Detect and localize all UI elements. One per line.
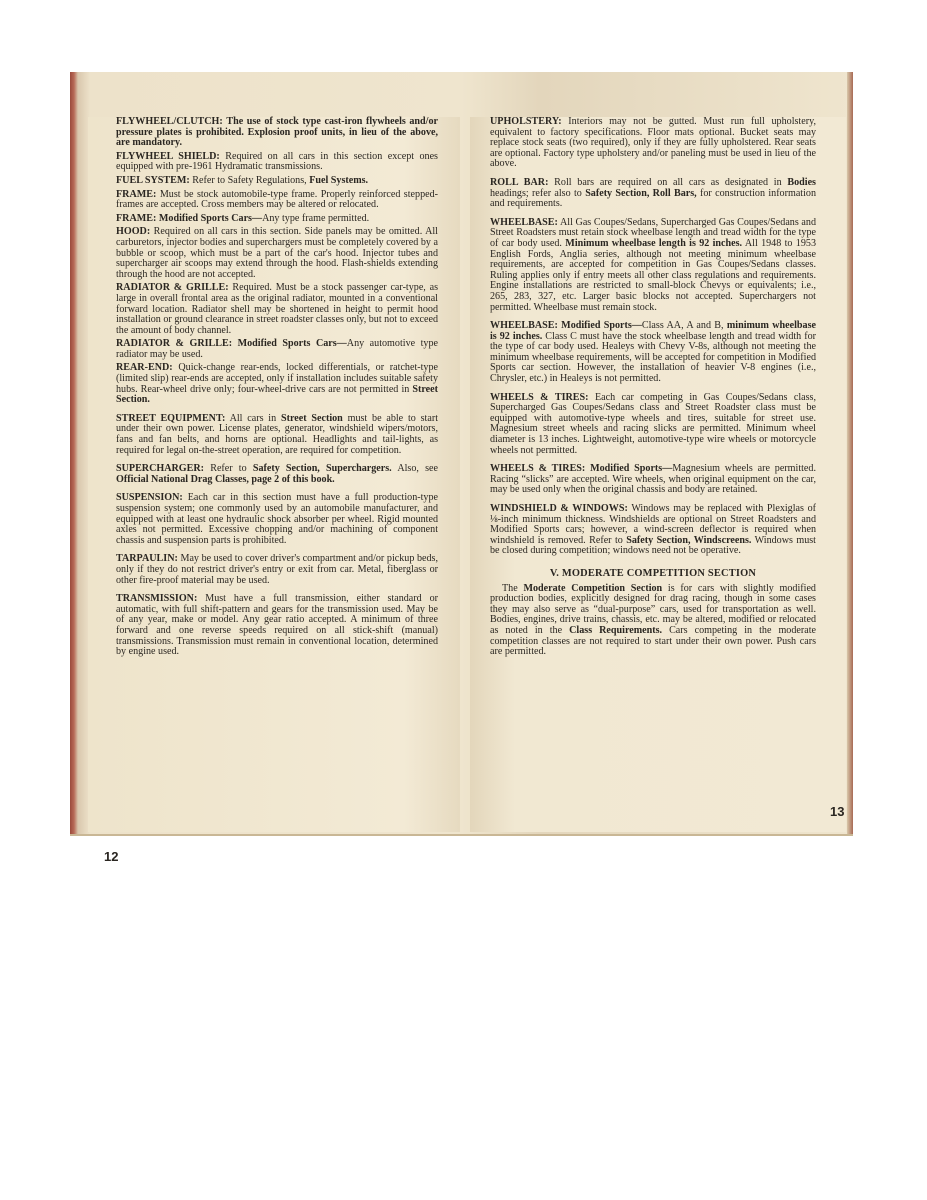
entry-head: WHEELBASE:	[490, 216, 558, 228]
entry-flywheel-shield	[116, 152, 438, 173]
entry-street-equipment	[116, 414, 438, 456]
entry-head: RADIATOR & GRILLE: Modified Sports Cars—	[116, 338, 347, 350]
section-bold: Moderate Competition Section	[523, 582, 663, 594]
entry-text: Refer to Safety Regulations,	[192, 174, 307, 186]
entry-text: Class AA, A and B,	[641, 320, 724, 332]
entry-supercharger	[116, 464, 438, 485]
section-heading: V. MODERATE COMPETITION SECTION	[549, 567, 757, 579]
entry-wheelbase	[490, 218, 816, 313]
entry-bold-tail: Street Section.	[116, 383, 438, 406]
entry-head: WHEELBASE: Modified Sports—	[490, 320, 642, 332]
entry-transmission	[116, 594, 438, 658]
entry-roll-bar	[490, 178, 816, 210]
entry-text: All cars in	[229, 412, 277, 424]
entry-wheels-tires-modified	[490, 464, 816, 496]
entry-head: FLYWHEEL SHIELD:	[116, 150, 220, 162]
entry-head: STREET EQUIPMENT:	[116, 412, 226, 424]
entry-text: Also, see	[397, 463, 438, 475]
page-number-left: 12	[104, 849, 119, 864]
entry-head: FRAME:	[116, 188, 157, 200]
entry-head: TARPAULIN:	[116, 553, 178, 565]
section-bold: Class Requirements.	[569, 624, 663, 636]
entry-head: ROLL BAR:	[490, 176, 549, 188]
right-column	[490, 117, 816, 661]
entry-head: UPHOLSTERY:	[490, 116, 562, 127]
entry-suspension	[116, 493, 438, 546]
entry-upholstery	[490, 117, 816, 170]
entry-text: must be able to start under their own power. License plates, generator, windshield wipers/motors, fans and fan belts, and horns are optional. Headlights and tail-lights, as required for legal on-the-street operation, are required for competition.	[116, 412, 438, 456]
entry-text: headings; refer also to	[490, 187, 582, 199]
entry-frame-modified	[116, 214, 438, 225]
entry-bold-mid: Bodies	[787, 176, 816, 188]
entry-bold-tail: Official National Drag Classes, page 2 of this book.	[116, 473, 335, 485]
entry-wheels-tires	[490, 393, 816, 457]
entry-head: SUPERCHARGER:	[116, 463, 205, 475]
entry-bold-mid: minimum wheelbase is 92 inches.	[490, 320, 816, 342]
entry-windshield	[490, 504, 816, 557]
entry-head: RADIATOR & GRILLE:	[116, 282, 229, 294]
entry-head: HOOD:	[116, 226, 151, 238]
entry-rear-end	[116, 363, 438, 405]
entry-text: Required. Must be a stock passenger car-type, as large in overall frontal area as the original radiator, mounted in a conventional forward location. Radiator shell may be shortened in height to permit hood installation or ground clearance in street roadster classes only, but not to exceed the amount of body channel.	[116, 282, 439, 336]
entry-text: Required on all cars in this section. Side panels may be omitted. All carburetors, injector bodies and superchargers must be completely covered by a bubble or scoop, which must be a part of the car's hood. Injector tubes and supercharger air scoops may extend through the hood. Flash-shields extending through the hood are not accepted.	[116, 226, 438, 280]
entry-text: Refer to	[210, 463, 247, 475]
entry-text: Interiors may not be gutted. Must run full upholstery, equivalent to factory specifications. Floor mats optional. Bucket seats may replace stock seats (two required), only if they are fully upholstered. Rear seats are optional. Factory type upholstery and/or paneling must be used in lieu of the above.	[490, 116, 816, 170]
right-page	[470, 117, 846, 832]
entry-head: FLYWHEEL/CLUTCH:	[116, 116, 223, 127]
entry-bold-mid: Safety Section, Windscreens.	[626, 534, 752, 546]
entry-text: Windows must be closed during competition; windows need not be operative.	[490, 534, 816, 557]
entry-text: Each car competing in Gas Coupes/Sedans class, Supercharged Gas Coupes/Sedans class and Street Roadster class must be equipped with automotive-type wheels and tires, suitable for street use. Magnesium street wheels and racing slicks are permitted. Minimum wheel diameter is 13 inches. Lightweight, automotive-type wire wheels or motorcycle wheels not permitted.	[490, 391, 816, 456]
section-paragraph	[490, 584, 816, 658]
entry-bold-mid: Minimum wheelbase length is 92 inches.	[565, 237, 743, 249]
entry-text: Class C must have the stock wheelbase length and tread width for the type of car body used. Healeys with Chevy V-8s, although not meeting the minimum wheelbase requirements, will be accepted for competition in Modified Sports car section. However, the installation of heavier V-8 engines (i.e., Chrysler, etc.) in Healeys is not permitted.	[490, 330, 816, 385]
entry-text: All 1948 to 1953 English Fords, Anglia series, although not meeting minimum wheelbase requirements, are accepted for competition in Gas Coupes/Sedans classes. Ruling applies only if entry meets all other class regulations and requirements. Engine installations are restricted to small-block Chevys or equivalents; i.e., 265, 283, 327, etc. Larger basic blocks not accepted. Superchargers not permitted. Wheelbase must remain stock.	[490, 237, 816, 313]
entry-text: Any type frame permitted.	[262, 212, 370, 224]
cover-edge	[847, 72, 853, 834]
entry-flywheel-clutch	[116, 117, 438, 149]
entry-text: Quick-change rear-ends, locked differentials, or ratchet-type (limited slip) rear-ends are accepted, only if installation includes suitable safety hubs. Rear-wheel drive only; four-wheel-drive cars are not permitted in	[116, 362, 438, 395]
entry-text: Must be stock automobile-type frame. Properly reinforced stepped-frames are accepted. Cross members may be altered or relocated.	[116, 188, 439, 211]
entry-bold-mid: Street Section	[280, 412, 343, 424]
entry-text: Windows may be replaced with Plexiglas of ⅛-inch minimum thickness. Windshields are optional on Street Roadsters and Modified Sports cars; however, a wind-screen deflector is required when windshield is removed. Refer to	[490, 503, 817, 546]
entry-text: Required on all cars in this section except ones equipped with pre-1961 Hydramatic transmissions.	[116, 150, 438, 173]
entry-head: FRAME: Modified Sports Cars—	[116, 212, 263, 224]
entry-head: WHEELS & TIRES:	[490, 391, 589, 403]
entry-head: WINDSHIELD & WINDOWS:	[490, 503, 628, 514]
entry-bold-text: The use of stock type cast-iron flywheels and/or pressure plates is prohibited. Explosion proof units, in lieu of the above, are mandatory.	[116, 116, 438, 149]
entry-text: Roll bars are required on all cars as designated in	[554, 176, 782, 188]
entry-fuel-system	[116, 176, 438, 187]
entry-head: TRANSMISSION:	[116, 593, 198, 605]
entry-bold-mid: Safety Section, Roll Bars,	[585, 187, 697, 199]
entry-hood	[116, 227, 438, 280]
entry-text: Any automotive type radiator may be used.	[116, 338, 438, 360]
section-text: Cars competing in the moderate competition classes are not required to start under their own power. Push cars are permitted.	[490, 624, 817, 658]
entry-frame	[116, 190, 438, 211]
page-number-right: 13	[830, 804, 845, 819]
entry-head: REAR-END:	[116, 362, 173, 374]
left-column	[116, 117, 438, 661]
entry-tarpaulin	[116, 554, 438, 586]
entry-text: May be used to cover driver's compartment and/or pickup beds, only if they do not restrict driver's entry or exit from car. Metal, fiberglass or other fire-proof material may be used.	[116, 553, 438, 586]
entry-text: Must have a full transmission, either standard or automatic, with full shift-pattern and gears for the transmission used. May be of any year, make or model. Any gear ratio accepted. A minimum of three forward and one reverse speeds required on all stick-shift (manual) transmissions. Transmission must remain in conventional location, determined by engine used.	[116, 593, 438, 658]
entry-head: SUSPENSION:	[116, 492, 183, 504]
entry-radiator	[116, 283, 438, 336]
entry-text: Magnesium wheels are permitted. Racing “slicks” are accepted. Wire wheels, when original equipment on the car, may be used only when the original chassis and body are retained.	[490, 463, 816, 496]
left-page	[88, 116, 460, 864]
entry-wheelbase-modified	[490, 321, 816, 385]
entry-head: WHEELS & TIRES: Modified Sports—	[490, 463, 673, 475]
section-text: is for cars with slightly modified production bodies, explicitly designed for drag racing, though in some cases they may also serve as “dual-purpose” cars, used for transportation as well. Bodies, engines, drive trains, chassis, etc. may be altered, modified or relocated as noted in the	[490, 582, 816, 636]
entry-head: FUEL SYSTEM:	[116, 174, 190, 186]
entry-radiator-modified	[116, 339, 438, 360]
entry-text: Each car in this section must have a full production-type suspension system; one commonly used by an automobile manufacturer, and equipped with at least one hydraulic shock absorber per wheel. Rigid mounted axles not permitted. Excessive chopping and/or machining of component chassis and suspension parts is prohibited.	[116, 492, 438, 546]
entry-bold-mid: Safety Section, Superchargers.	[252, 463, 392, 475]
section-text: The	[502, 582, 518, 594]
entry-bold-tail: Fuel Systems.	[309, 174, 369, 186]
entry-text: All Gas Coupes/Sedans, Supercharged Gas Coupes/Sedans and Street Roadsters must retain stock wheelbase length and tread width for the type of car body used.	[490, 216, 817, 249]
booklet-scan	[70, 72, 853, 864]
entry-text: for construction information and requirements.	[490, 187, 816, 210]
